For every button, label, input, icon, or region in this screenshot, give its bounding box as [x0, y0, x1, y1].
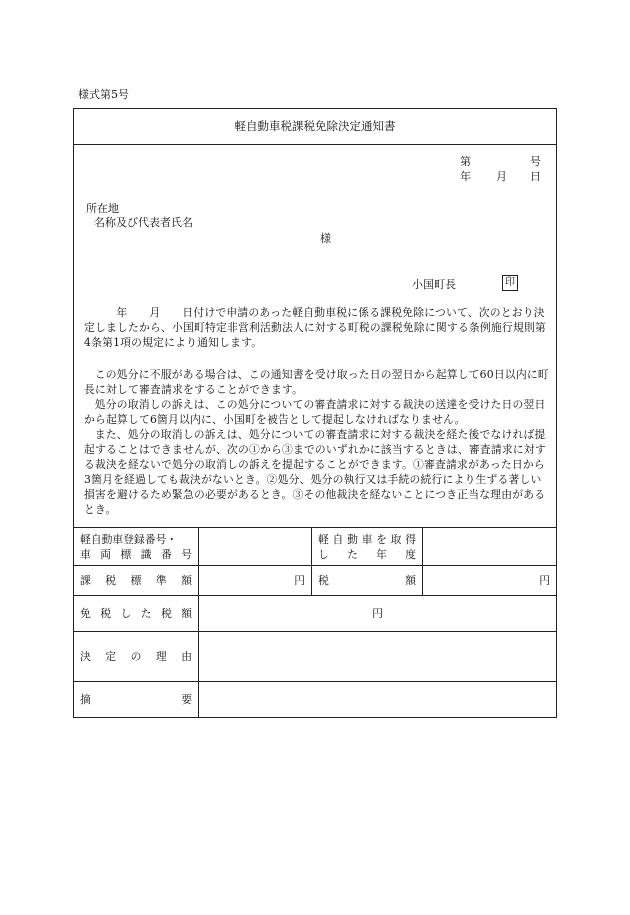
honorific: 様	[320, 232, 331, 245]
appeal-notices	[84, 367, 550, 517]
registration-number-value	[199, 528, 312, 566]
tax-standard-label: 課税標準額	[74, 566, 199, 596]
date-month: 月	[496, 170, 507, 183]
issuer-name: 小国町長	[412, 278, 456, 291]
date-year: 年	[460, 170, 471, 183]
date-day: 日	[530, 170, 541, 183]
notice-form	[73, 108, 557, 718]
form-number: 様式第5号	[78, 88, 129, 101]
location-label: 所在地	[86, 202, 119, 215]
remarks-label: 摘要	[74, 682, 199, 718]
notice-2: 処分の取消しの訴えは、この処分についての審査請求に対する裁決の送達を受けた日の翌日から起算して6箇月以内に、小国町を被告として提起しなければなりません。	[84, 398, 546, 426]
seal-mark: 印	[502, 275, 518, 291]
decision-paragraph	[84, 305, 550, 350]
remarks-value	[199, 682, 557, 718]
notice-1: この処分に不服がある場合は、この通知書を受け取った日の翌日から起算して60日以内に町長に対して審査請求をすることができます。	[84, 368, 549, 396]
vehicle-info-table	[73, 527, 557, 718]
tax-amount-label: 税額	[312, 566, 423, 596]
registration-number-label: 軽自動車登録番号・ 車両標識番号	[74, 528, 199, 566]
notice-3: また、処分の取消しの訴えは、処分についての審査請求に対する裁決を経た後でなければ提起することはできませんが、次の①から③までのいずれかに該当するときは、審査請求に対する裁決を経ないで処分の取消しの訴えを提起することができます。①審査請求があった日から3箇月を経過しても裁決がないとき。②処分、処分の執行又は手続の続行により生ずる著しい損害を避けるため緊急の必要があるとき。③その他裁決を経ないことにつき正当な理由があるとき。	[84, 428, 546, 516]
tax-amount-unit: 円	[423, 566, 557, 596]
ref-dai: 第	[460, 155, 471, 168]
acquisition-year-label: 軽自動車を取得 した年度	[312, 528, 423, 566]
paragraph1-rest: り決定しましたから、小国町特定非営利活動法人に対する町税の課税免除に関する条例施行規則第4条第1項の規定により通知します。	[84, 306, 546, 349]
exempt-amount-label: 免税した税額	[74, 596, 199, 632]
reason-label: 決定の理由	[74, 632, 199, 682]
exempt-amount-unit: 円	[199, 596, 557, 632]
acquisition-year-value	[423, 528, 557, 566]
paragraph1-line1: 年 月 日付けで申請のあった軽自動車税に係る課税免除について、次のとお	[116, 306, 523, 319]
ref-go: 号	[530, 155, 541, 168]
name-label: 名称及び代表者氏名	[94, 216, 193, 229]
reason-value	[199, 632, 557, 682]
tax-standard-unit: 円	[199, 566, 312, 596]
form-title: 軽自動車税課税免除決定通知書	[74, 109, 556, 145]
